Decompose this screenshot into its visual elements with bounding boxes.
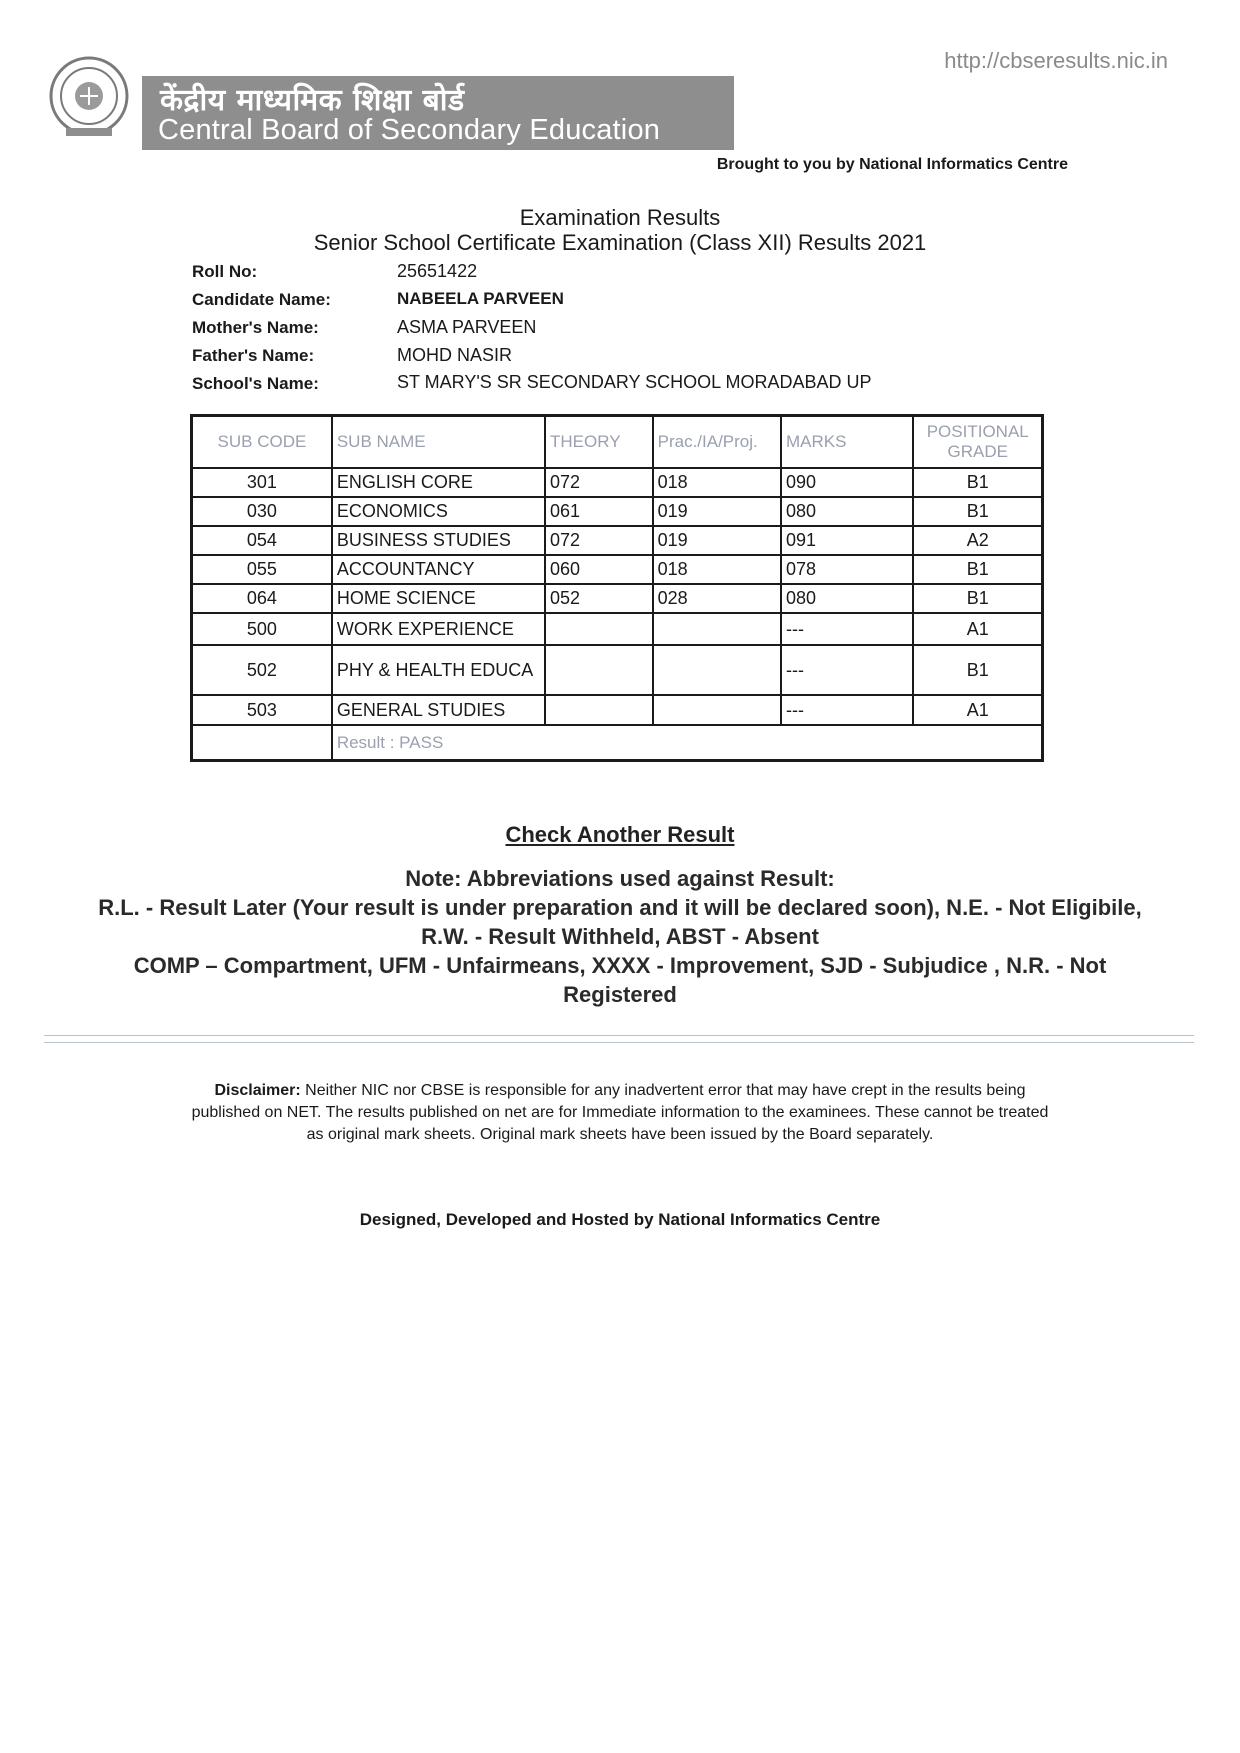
theory-cell: 072 (545, 468, 653, 497)
sub-name-cell: HOME SCIENCE (332, 584, 545, 613)
marks-cell: 080 (781, 497, 913, 526)
check-another-result-link[interactable]: Check Another Result (505, 822, 735, 847)
header-prac: Prac./IA/Proj. (653, 416, 781, 469)
marks-cell: 090 (781, 468, 913, 497)
cbse-logo (46, 50, 132, 146)
sub-code-cell: 502 (192, 645, 332, 695)
result-row (192, 725, 1043, 761)
header-grade: POSITIONAL GRADE (913, 416, 1042, 469)
candidate-name-label: Candidate Name: (192, 290, 331, 309)
theory-cell: 061 (545, 497, 653, 526)
table-row (192, 584, 1043, 613)
footer-credit: Designed, Developed and Hosted by National Informatics Centre (359, 1210, 881, 1229)
theory-cell (545, 695, 653, 725)
sub-code-cell: 301 (192, 468, 332, 497)
abbreviations-line-2: R.W. - Result Withheld, ABST - Absent (421, 924, 819, 949)
grade-cell: A1 (913, 695, 1042, 725)
result-empty-cell (192, 725, 332, 761)
disclaimer-text: Neither NIC nor CBSE is responsible for any inadvertent error that may have crept in the results being published on NET. The results published on net are for Immediate information to the examinees. These cannot be treated as original mark sheets. Original mark sheets have been issued by the Board separately. (191, 1082, 1049, 1143)
theory-cell: 052 (545, 584, 653, 613)
sub-name-cell: PHY & HEALTH EDUCA (332, 645, 545, 695)
grade-cell: B1 (913, 645, 1042, 695)
sub-name-cell: BUSINESS STUDIES (332, 526, 545, 555)
abbreviations-line-3: COMP – Compartment, UFM - Unfairmeans, XXXX - Improvement, SJD - Subjudice , N.R. - Not (133, 953, 1107, 978)
prac-cell (653, 613, 781, 645)
site-url[interactable]: http://cbseresults.nic.in (944, 48, 1168, 73)
grade-cell: B1 (913, 584, 1042, 613)
exam-title: Examination Results (519, 205, 721, 230)
mother-name-label: Mother's Name: (192, 318, 319, 337)
sub-name-cell: ACCOUNTANCY (332, 555, 545, 584)
marks-cell: 078 (781, 555, 913, 584)
sub-code-cell: 055 (192, 555, 332, 584)
prac-cell (653, 645, 781, 695)
theory-cell: 072 (545, 526, 653, 555)
grade-cell: B1 (913, 555, 1042, 584)
table-row (192, 613, 1043, 645)
sub-code-cell: 030 (192, 497, 332, 526)
table-row (192, 497, 1043, 526)
grade-cell: A1 (913, 613, 1042, 645)
marks-cell: 080 (781, 584, 913, 613)
marks-cell: --- (781, 645, 913, 695)
prac-cell: 018 (653, 468, 781, 497)
board-name-hindi: केंद्रीय माध्यमिक शिक्षा बोर्ड (160, 83, 465, 118)
abbreviations-line-4: Registered (563, 982, 677, 1007)
prac-cell: 019 (653, 526, 781, 555)
abbreviations-line-1: R.L. - Result Later (Your result is under preparation and it will be declared soon), N.E. - Not Eligibile, (98, 895, 1142, 920)
header-marks: MARKS (781, 416, 913, 469)
marks-cell: --- (781, 613, 913, 645)
header-theory: THEORY (545, 416, 653, 469)
roll-value: 25651422 (397, 261, 478, 281)
brought-by-text: Brought to you by National Informatics Centre (716, 156, 1068, 173)
marks-cell: --- (781, 695, 913, 725)
result-status: Result : PASS (332, 725, 1043, 761)
prac-cell: 019 (653, 497, 781, 526)
marks-cell: 091 (781, 526, 913, 555)
abbreviations-heading: Note: Abbreviations used against Result: (405, 866, 835, 891)
sub-code-cell: 064 (192, 584, 332, 613)
grade-cell: B1 (913, 468, 1042, 497)
sub-code-cell: 500 (192, 613, 332, 645)
board-name-english: Central Board of Secondary Education (158, 114, 661, 146)
divider-line (44, 1042, 1194, 1043)
school-name-label: School's Name: (192, 374, 319, 393)
exam-subtitle: Senior School Certificate Examination (Class XII) Results 2021 (313, 230, 927, 255)
disclaimer-label: Disclaimer: (214, 1082, 301, 1099)
table-row (192, 555, 1043, 584)
table-row (192, 526, 1043, 555)
marks-table (190, 414, 1044, 762)
table-row (192, 645, 1043, 695)
grade-cell: A2 (913, 526, 1042, 555)
header-sub-name: SUB NAME (332, 416, 545, 469)
sub-name-cell: ENGLISH CORE (332, 468, 545, 497)
header-sub-code: SUB CODE (192, 416, 332, 469)
sub-code-cell: 054 (192, 526, 332, 555)
table-header-row (192, 416, 1043, 469)
mother-name-value: ASMA PARVEEN (397, 317, 537, 337)
candidate-name-value: NABEELA PARVEEN (397, 289, 564, 308)
theory-cell: 060 (545, 555, 653, 584)
grade-cell: B1 (913, 497, 1042, 526)
prac-cell (653, 695, 781, 725)
theory-cell (545, 645, 653, 695)
disclaimer (190, 1080, 1050, 1146)
sub-name-cell: GENERAL STUDIES (332, 695, 545, 725)
prac-cell: 028 (653, 584, 781, 613)
father-name-label: Father's Name: (192, 346, 315, 365)
table-row (192, 468, 1043, 497)
sub-name-cell: ECONOMICS (332, 497, 545, 526)
sub-name-cell: WORK EXPERIENCE (332, 613, 545, 645)
father-name-value: MOHD NASIR (397, 345, 513, 365)
theory-cell (545, 613, 653, 645)
school-name-value: ST MARY'S SR SECONDARY SCHOOL MORADABAD UP (397, 372, 872, 392)
roll-label: Roll No: (192, 262, 258, 281)
prac-cell: 018 (653, 555, 781, 584)
sub-code-cell: 503 (192, 695, 332, 725)
divider-line (44, 1035, 1194, 1036)
table-row (192, 695, 1043, 725)
